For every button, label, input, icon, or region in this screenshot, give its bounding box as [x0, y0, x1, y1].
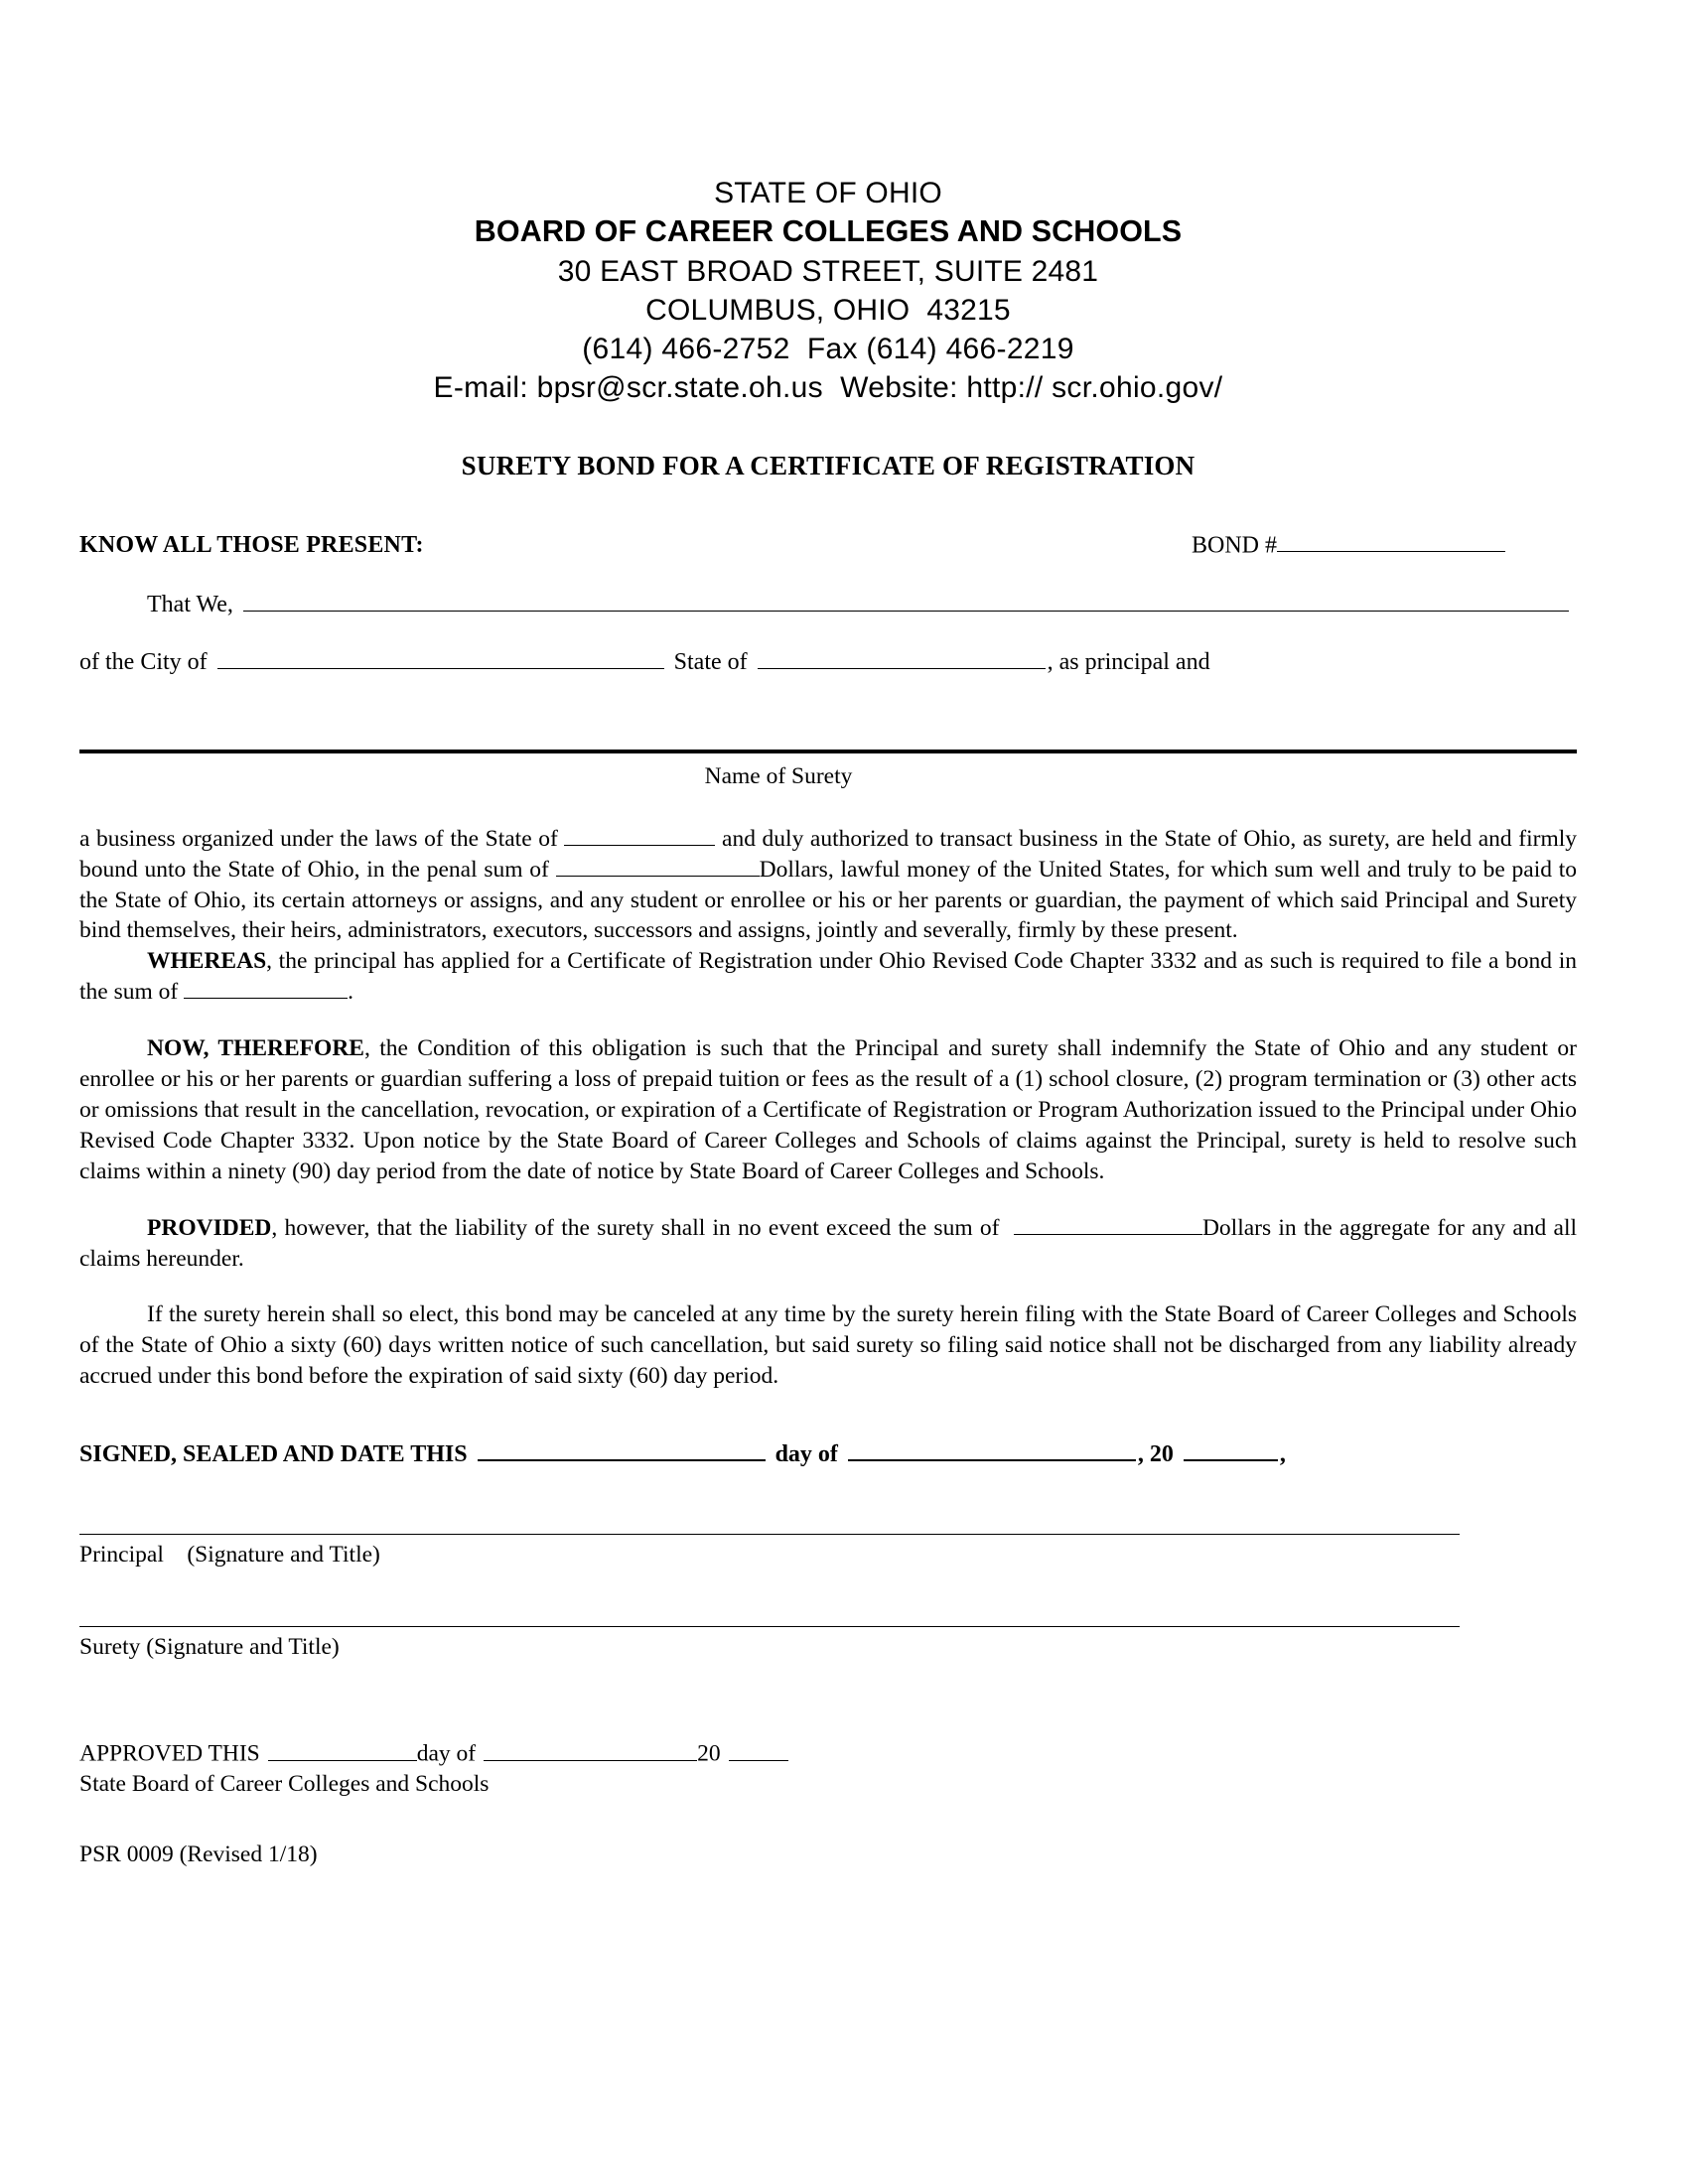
city-blank[interactable] [217, 647, 664, 668]
know-all-present-label: KNOW ALL THOSE PRESENT: [79, 532, 424, 559]
p4-part-a: , however, that the liability of the surety shall in no event exceed the sum of [271, 1214, 1000, 1241]
principal-signature-line[interactable] [79, 1534, 1460, 1535]
name-of-surety-caption: Name of Surety [704, 762, 853, 789]
signed-day-of-label: day of [774, 1441, 838, 1468]
that-we-row [79, 591, 1577, 618]
agency-phone-line: (614) 466-2752 Fax (614) 466-2219 [582, 332, 1074, 365]
p2-part-b: . [348, 979, 353, 1006]
p1-part-a: a business organized under the laws of the State of [79, 825, 558, 852]
principal-signature-block [79, 1534, 1577, 1569]
agency-email-website-line: E-mail: bpsr@scr.state.oh.us Website: http:// scr.ohio.gov/ [433, 370, 1223, 404]
bond-number-label: BOND # [1191, 532, 1277, 559]
whereas-label: WHEREAS [147, 948, 267, 975]
approved-row [79, 1740, 1577, 1767]
as-principal-label: , as principal and [1047, 648, 1210, 675]
p3-part-a: , the Condition of this obligation is such that the Principal and surety shall indemnify the State of Ohio and any student or enrollee or his or her parents or guardian suffering a loss of prepaid tuition or fees as the result of a (1) school closure, (2) program termination or (3) other acts or omissions that result in the cancellation, revocation, or expiration of a Certificate of Registration or Program Authorization issued to the Principal under Ohio Revised Code Chapter 3332. Upon notice by the State Board of Career Colleges and Schools of claims against the Principal, surety is held to resolve such claims within a ninety (90) day period from the date of notice by State Board of Career Colleges and Schools. [79, 1035, 1577, 1184]
form-code: PSR 0009 (Revised 1/18) [79, 1841, 318, 1867]
letterhead [79, 174, 1577, 407]
approved-year-blank[interactable] [729, 1740, 788, 1760]
paragraph-provided [79, 1213, 1577, 1275]
bond-sum-blank[interactable] [184, 979, 348, 999]
principal-name-blank[interactable] [243, 591, 1569, 612]
state-of-label: State of [673, 648, 748, 675]
surety-signature-block [79, 1626, 1577, 1661]
page-title: SURETY BOND FOR A CERTIFICATE OF REGISTRATION [461, 450, 1196, 480]
p1-part-c: Dollars, lawful money of the United States, for which sum well and truly to be paid to the State of Ohio, its certain attorneys or assigns, and any student or enrollee or his or her parents or guardian, the payment of which said Principal and Surety bind themselves, their heirs, administrators, executors, successors and assigns, jointly and severally, firmly by these present. [79, 856, 1578, 944]
approved-day-of-label: day of [416, 1740, 477, 1767]
agency-name-line: BOARD OF CAREER COLLEGES AND SCHOOLS [474, 214, 1183, 248]
signed-month-blank[interactable] [848, 1439, 1136, 1461]
liability-limit-blank[interactable] [1014, 1214, 1202, 1234]
paragraph-cancellation [79, 1299, 1577, 1392]
signed-year-prefix: , 20 [1137, 1441, 1174, 1468]
approved-day-blank[interactable] [268, 1740, 417, 1760]
paragraph-business-organized [79, 824, 1577, 947]
of-the-city-label: of the City of [79, 648, 208, 675]
now-therefore-label: NOW, THEREFORE [147, 1035, 364, 1062]
surety-signature-line[interactable] [79, 1626, 1460, 1627]
p4-part-b: Dollars in the aggregate for any and all claims hereunder. [79, 1214, 1578, 1272]
p2-part-a: , the principal has applied for a Certificate of Registration under Ohio Revised Code Chapter 3332 and as such is required to file a bond in the sum of [79, 948, 1577, 1006]
city-state-row [79, 647, 1577, 675]
signed-sealed-label: SIGNED, SEALED AND DATE THIS [79, 1441, 468, 1468]
agency-street-line: 30 EAST BROAD STREET, SUITE 2481 [557, 254, 1099, 288]
state-of-organization-blank[interactable] [564, 826, 715, 846]
principal-signature-label: Principal (Signature and Title) [79, 1542, 380, 1569]
signed-day-blank[interactable] [478, 1439, 766, 1461]
signed-year-blank[interactable] [1184, 1439, 1278, 1461]
agency-state-line: STATE OF OHIO [714, 177, 942, 209]
approved-month-blank[interactable] [484, 1740, 697, 1760]
approved-this-label: APPROVED THIS [79, 1740, 260, 1767]
penal-sum-blank[interactable] [556, 856, 760, 876]
agency-citystate-line: COLUMBUS, OHIO 43215 [645, 293, 1011, 327]
that-we-label: That We, [147, 592, 233, 618]
p1-part-b: and duly authorized to transact business in the State of Ohio, as surety, are held and firmly bound unto the State of Ohio, in the penal sum of [79, 825, 1578, 883]
bond-number-blank[interactable] [1277, 531, 1505, 552]
p5-text: If the surety herein shall so elect, this bond may be canceled at any time by the surety herein filing with the State Board of Career Colleges and Schools of the State of Ohio a sixty (60) days written notice of such cancellation, but said surety so filing said notice shall not be discharged from any liability already accrued under this bond before the expiration of said sixty (60) day period. [79, 1301, 1577, 1390]
surety-signature-label: Surety (Signature and Title) [79, 1634, 340, 1661]
paragraph-whereas [79, 946, 1577, 1008]
approved-year-label: 20 [697, 1740, 721, 1767]
signed-sealed-row [79, 1439, 1577, 1468]
paragraph-now-therefore [79, 1033, 1577, 1186]
surety-name-rule[interactable] [79, 750, 1577, 753]
approving-board-label: State Board of Career Colleges and Schools [79, 1770, 490, 1797]
bond-number-field[interactable] [1192, 531, 1505, 559]
state-blank[interactable] [758, 647, 1046, 668]
signed-trailing-comma: , [1279, 1441, 1286, 1468]
provided-label: PROVIDED [147, 1214, 272, 1241]
know-present-row [79, 531, 1577, 559]
